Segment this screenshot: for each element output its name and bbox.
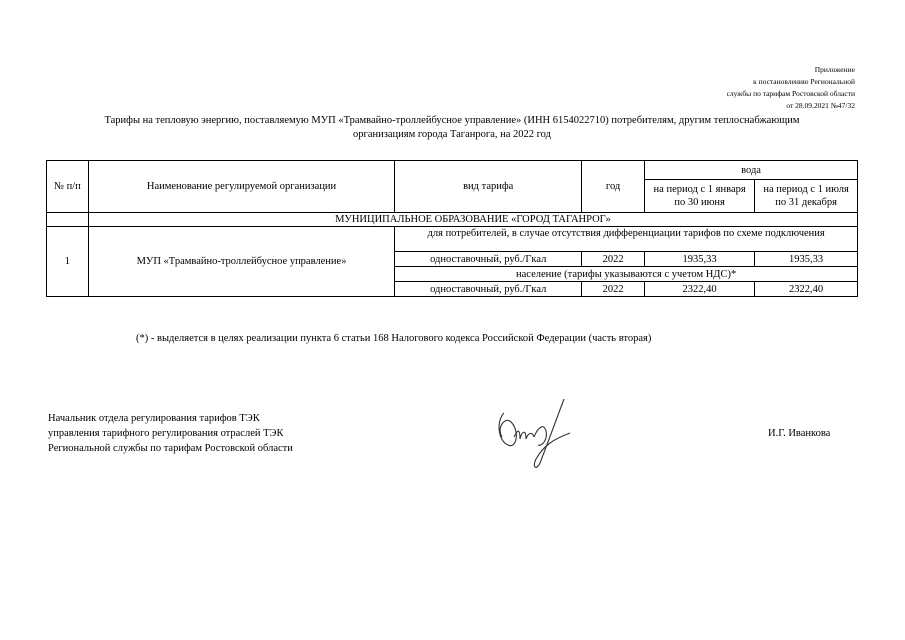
- header-period-1: на период с 1 января по 30 июня: [645, 180, 755, 213]
- appendix-note: [727, 64, 855, 112]
- header-org: Наименование регулируемой организации: [88, 161, 395, 213]
- appendix-date: от 28.09.2021 №47/32: [786, 101, 855, 110]
- row-num: 1: [47, 227, 89, 297]
- signer-line: управления тарифного регулирования отраслей ТЭК: [48, 428, 284, 439]
- signer-name: И.Г. Иванкова: [768, 428, 831, 439]
- r1-period-2: 1935,33: [755, 252, 858, 267]
- appendix-line: Приложение: [814, 65, 855, 74]
- appendix-line: к постановлению Региональной: [753, 77, 855, 86]
- header-water: вода: [645, 161, 858, 180]
- title-line: организациям города Таганрога, на 2022 год: [353, 129, 551, 140]
- tariff-table: [46, 160, 858, 297]
- title-line: Тарифы на тепловую энергию, поставляемую МУП «Трамвайно-троллейбусное управление» (ИНН 6154022710) потребителям, другим теплоснабжающим: [104, 115, 800, 126]
- header-num: № п/п: [47, 161, 89, 213]
- r1-tariff-type: одноставочный, руб./Гкал: [395, 252, 582, 267]
- header-tariff-type: вид тарифа: [395, 161, 582, 213]
- footnote: (*) - выделяется в целях реализации пункта 6 статьи 168 Налогового кодекса Российской Федерации (часть вторая): [136, 333, 652, 344]
- appendix-line: службы по тарифам Ростовской области: [726, 89, 855, 98]
- r2-period-1: 2322,40: [645, 282, 755, 297]
- r2-tariff-type: одноставочный, руб./Гкал: [395, 282, 582, 297]
- header-year: год: [582, 161, 645, 213]
- r1-year: 2022: [582, 252, 645, 267]
- r2-period-2: 2322,40: [755, 282, 858, 297]
- header-period-2: на период с 1 июля по 31 декабря: [755, 180, 858, 213]
- signer-line: Начальник отдела регулирования тарифов ТЭК: [48, 413, 260, 424]
- section-consumers: для потребителей, в случае отсутствия дифференциации тарифов по схеме подключения: [395, 227, 858, 252]
- document-title: [46, 114, 858, 142]
- r1-period-1: 1935,33: [645, 252, 755, 267]
- municipality-row: МУНИЦИПАЛЬНОЕ ОБРАЗОВАНИЕ «ГОРОД ТАГАНРОГ»: [88, 213, 857, 227]
- signer-line: Региональной службы по тарифам Ростовской области: [48, 443, 293, 454]
- section-population: население (тарифы указываются с учетом НДС)*: [395, 267, 858, 282]
- signer-title: [48, 411, 293, 456]
- row-org: МУП «Трамвайно-троллейбусное управление»: [88, 227, 395, 297]
- signature-image: [490, 393, 580, 473]
- municipality-empty-cell: [47, 213, 89, 227]
- r2-year: 2022: [582, 282, 645, 297]
